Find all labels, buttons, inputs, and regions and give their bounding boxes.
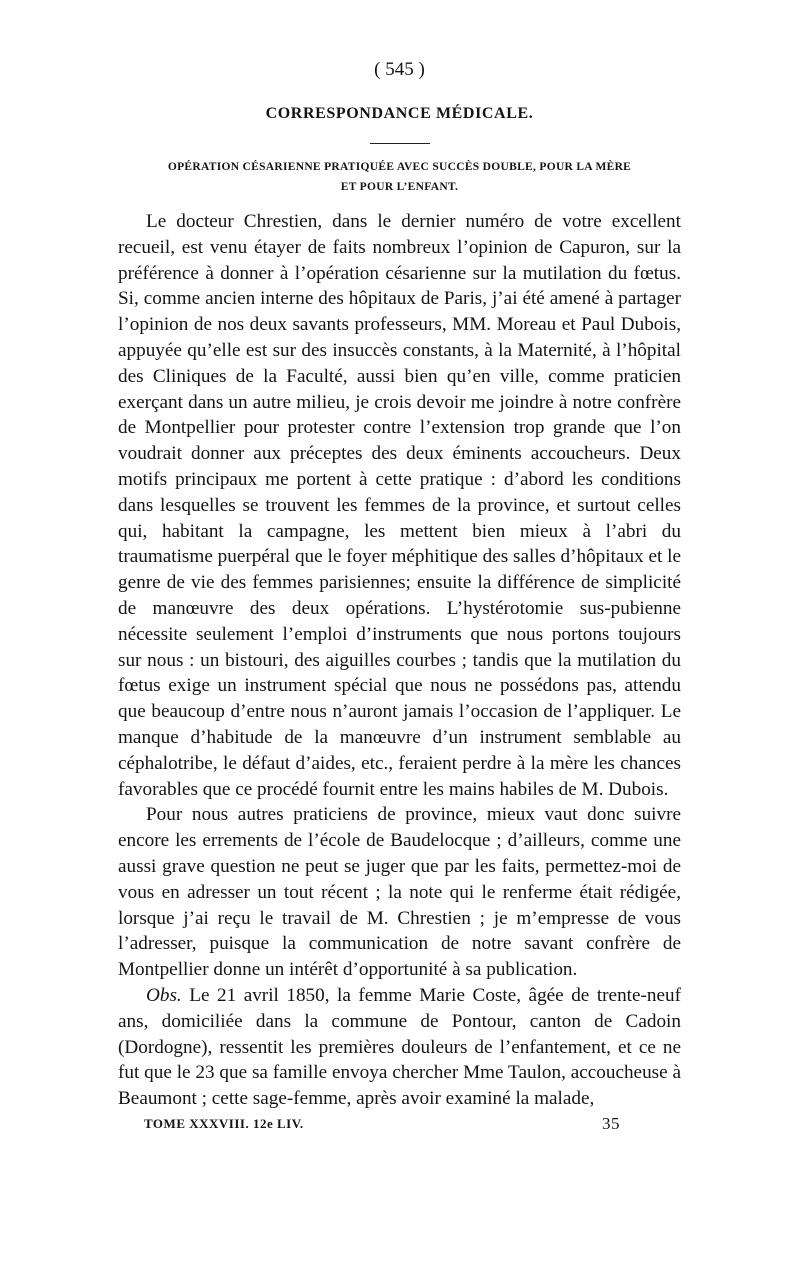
- article-title-line-1: OPÉRATION CÉSARIENNE PRATIQUÉE AVEC SUCCÈS DOUBLE, POUR LA MÈRE: [167, 161, 632, 173]
- observation-label: Obs.: [146, 984, 182, 1006]
- page-number: ( 545 ): [374, 59, 425, 80]
- article-title: [118, 157, 681, 197]
- section-title: CORRESPONDANCE MÉDICALE.: [265, 105, 534, 122]
- volume-label: TOME XXXVIII. 12e LIV.: [144, 1116, 304, 1131]
- article-body: [118, 209, 681, 1112]
- paragraph-1: Le docteur Chrestien, dans le dernier numéro de votre excellent recueil, est venu étayer de faits nombreux l’opinion de Capuron, sur la préférence à donner à l’opération césarienne sur la mutilation du fœtus. Si, comme ancien interne des hôpitaux de Paris, j’ai été amené à partager l’opinion de nos deux savants professeurs, MM. Moreau et Paul Dubois, appuyée qu’elle est sur des insuccès constants, à la Maternité, à l’hôpital des Cliniques de la Faculté, aussi bien qu’en ville, comme praticien exerçant dans un autre milieu, je crois devoir me joindre à notre confrère de Montpellier pour protester contre l’extension trop grande que l’on voudrait donner aux préceptes des deux éminents accoucheurs. Deux motifs principaux me portent à cette pratique : d’abord les conditions dans lesquelles se trouvent les femmes de la province, et surtout celles qui, habitant la campagne, les mettent bien mieux à l’abri du traumatisme puerpéral que le foyer méphitique des salles d’hôpitaux et le genre de vie des femmes parisiennes; ensuite la différence de simplicité de manœuvre des deux opérations. L’hystérotomie sus-pubienne nécessite seulement l’emploi d’instruments que nous portons toujours sur nous : un bistouri, des aiguilles courbes ; tandis que la mutilation du fœtus exige un instrument spécial que nous ne possédons pas, attendu que beaucoup d’entre nous n’auront jamais l’occasion de l’appliquer. Le manque d’habitude de la manœuvre d’un instrument semblable au céphalotribe, le défaut d’aides, etc., feraient perdre à la mère les chances favorables que ce procédé fournit entre les mains habiles de M. Dubois.: [118, 211, 681, 800]
- document-page: [118, 58, 681, 1112]
- signature-mark: 35: [602, 1114, 620, 1133]
- title-rule: [370, 143, 430, 144]
- paragraph-2: Pour nous autres praticiens de province, mieux vaut donc suivre encore les errements de l’école de Baudelocque ; d’ailleurs, comme une aussi grave question ne peut se juger que par les faits, permettez-moi de vous en adresser un tout récent ; la note qui le renferme était rédigée, lorsque j’ai reçu le travail de M. Chrestien ; je m’empresse de vous l’adresser, puisque la communication de notre savant confrère de Montpellier donne un intérêt d’opportunité à sa publication.: [118, 804, 681, 981]
- paragraph-3: [118, 983, 681, 1112]
- page-footer: [144, 1114, 624, 1134]
- article-title-line-2: ET POUR L’ENFANT.: [340, 181, 459, 193]
- paragraph-3-text: Le 21 avril 1850, la femme Marie Coste, âgée de trente-neuf ans, domiciliée dans la commune de Pontour, canton de Cadoin (Dordogne), ressentit les premières douleurs de l’enfantement, et ce ne fut que le 23 que sa famille envoya chercher Mme Taulon, accoucheuse à Beaumont ; cette sage-femme, après avoir examiné la malade,: [118, 984, 681, 1110]
